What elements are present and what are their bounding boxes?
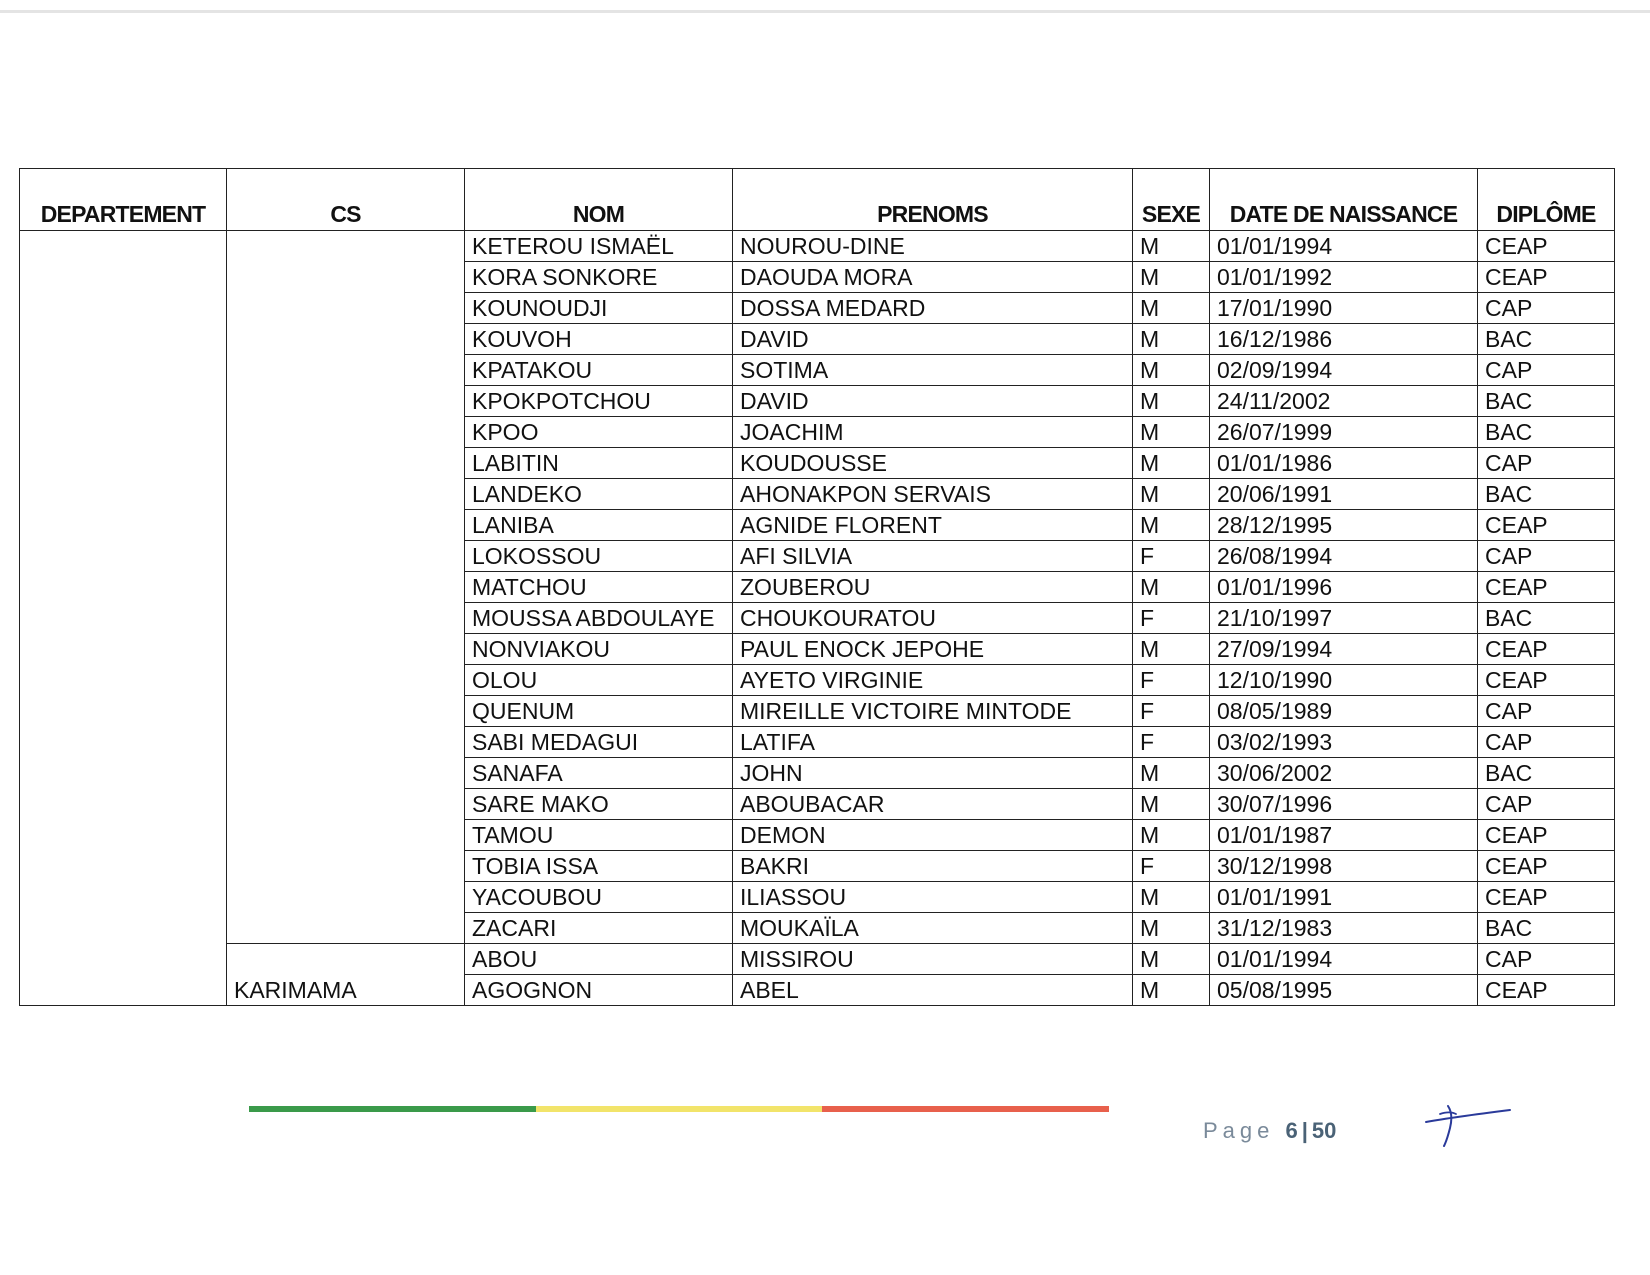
nom-cell: KPOKPOTCHOU	[465, 386, 733, 417]
sexe-cell: M	[1133, 572, 1210, 603]
date-naissance-cell: 01/01/1992	[1210, 262, 1478, 293]
top-scan-rule	[0, 10, 1650, 13]
diplome-cell: CEAP	[1478, 510, 1615, 541]
date-naissance-cell: 16/12/1986	[1210, 324, 1478, 355]
nom-cell: LANIBA	[465, 510, 733, 541]
sexe-cell: F	[1133, 696, 1210, 727]
diplome-cell: CAP	[1478, 541, 1615, 572]
sexe-cell: F	[1133, 851, 1210, 882]
flag-yellow-segment	[536, 1106, 823, 1112]
date-naissance-cell: 24/11/2002	[1210, 386, 1478, 417]
col-header-sexe: SEXE	[1133, 169, 1210, 231]
prenoms-cell: DAVID	[733, 324, 1133, 355]
nom-cell: SABI MEDAGUI	[465, 727, 733, 758]
prenoms-cell: NOUROU-DINE	[733, 231, 1133, 262]
nom-cell: KOUNOUDJI	[465, 293, 733, 324]
departement-cell	[20, 231, 227, 1006]
date-naissance-cell: 28/12/1995	[1210, 510, 1478, 541]
nom-cell: LABITIN	[465, 448, 733, 479]
diplome-cell: CEAP	[1478, 975, 1615, 1006]
diplome-cell: CEAP	[1478, 262, 1615, 293]
date-naissance-cell: 01/01/1986	[1210, 448, 1478, 479]
date-naissance-cell: 03/02/1993	[1210, 727, 1478, 758]
sexe-cell: M	[1133, 758, 1210, 789]
prenoms-cell: ABOUBACAR	[733, 789, 1133, 820]
nom-cell: MATCHOU	[465, 572, 733, 603]
page-separator: |	[1301, 1118, 1308, 1143]
prenoms-cell: AHONAKPON SERVAIS	[733, 479, 1133, 510]
sexe-cell: F	[1133, 665, 1210, 696]
nom-cell: TOBIA ISSA	[465, 851, 733, 882]
nom-cell: YACOUBOU	[465, 882, 733, 913]
nom-cell: KOUVOH	[465, 324, 733, 355]
sexe-cell: M	[1133, 820, 1210, 851]
date-naissance-cell: 12/10/1990	[1210, 665, 1478, 696]
sexe-cell: F	[1133, 541, 1210, 572]
diplome-cell: CAP	[1478, 944, 1615, 975]
nom-cell: SANAFA	[465, 758, 733, 789]
nom-cell: LOKOSSOU	[465, 541, 733, 572]
date-naissance-cell: 01/01/1994	[1210, 944, 1478, 975]
diplome-cell: BAC	[1478, 913, 1615, 944]
diplome-cell: CEAP	[1478, 851, 1615, 882]
prenoms-cell: DAOUDA MORA	[733, 262, 1133, 293]
diplome-cell: CAP	[1478, 696, 1615, 727]
prenoms-cell: SOTIMA	[733, 355, 1133, 386]
nom-cell: QUENUM	[465, 696, 733, 727]
flag-green-segment	[249, 1106, 536, 1112]
sexe-cell: M	[1133, 479, 1210, 510]
page-footer	[1203, 1118, 1336, 1144]
prenoms-cell: AYETO VIRGINIE	[733, 665, 1133, 696]
prenoms-cell: JOHN	[733, 758, 1133, 789]
date-naissance-cell: 30/12/1998	[1210, 851, 1478, 882]
nom-cell: TAMOU	[465, 820, 733, 851]
sexe-cell: M	[1133, 789, 1210, 820]
sexe-cell: M	[1133, 231, 1210, 262]
prenoms-cell: MISSIROU	[733, 944, 1133, 975]
prenoms-cell: AFI SILVIA	[733, 541, 1133, 572]
diplome-cell: CEAP	[1478, 882, 1615, 913]
date-naissance-cell: 26/07/1999	[1210, 417, 1478, 448]
diplome-cell: BAC	[1478, 479, 1615, 510]
prenoms-cell: ZOUBEROU	[733, 572, 1133, 603]
header-row	[20, 169, 1615, 231]
sexe-cell: M	[1133, 944, 1210, 975]
nom-cell: ZACARI	[465, 913, 733, 944]
sexe-cell: F	[1133, 727, 1210, 758]
prenoms-cell: MIREILLE VICTOIRE MINTODE	[733, 696, 1133, 727]
diplome-cell: CAP	[1478, 355, 1615, 386]
roster-table	[19, 168, 1615, 1006]
roster-body	[20, 231, 1615, 1006]
diplome-cell: CEAP	[1478, 820, 1615, 851]
date-naissance-cell: 02/09/1994	[1210, 355, 1478, 386]
prenoms-cell: KOUDOUSSE	[733, 448, 1133, 479]
date-naissance-cell: 30/06/2002	[1210, 758, 1478, 789]
date-naissance-cell: 08/05/1989	[1210, 696, 1478, 727]
diplome-cell: CAP	[1478, 789, 1615, 820]
prenoms-cell: DAVID	[733, 386, 1133, 417]
sexe-cell: M	[1133, 882, 1210, 913]
col-header-diplome: DIPLÔME	[1478, 169, 1615, 231]
diplome-cell: CEAP	[1478, 634, 1615, 665]
prenoms-cell: ILIASSOU	[733, 882, 1133, 913]
date-naissance-cell: 20/06/1991	[1210, 479, 1478, 510]
sexe-cell: M	[1133, 324, 1210, 355]
diplome-cell: CEAP	[1478, 572, 1615, 603]
diplome-cell: CEAP	[1478, 665, 1615, 696]
sexe-cell: M	[1133, 448, 1210, 479]
diplome-cell: BAC	[1478, 386, 1615, 417]
nom-cell: MOUSSA ABDOULAYE	[465, 603, 733, 634]
sexe-cell: M	[1133, 913, 1210, 944]
cs-cell	[227, 231, 465, 944]
col-header-prenoms: PRENOMS	[733, 169, 1133, 231]
table-row	[20, 944, 1615, 975]
prenoms-cell: JOACHIM	[733, 417, 1133, 448]
date-naissance-cell: 01/01/1987	[1210, 820, 1478, 851]
prenoms-cell: AGNIDE FLORENT	[733, 510, 1133, 541]
prenoms-cell: PAUL ENOCK JEPOHE	[733, 634, 1133, 665]
date-naissance-cell: 05/08/1995	[1210, 975, 1478, 1006]
table-row	[20, 231, 1615, 262]
date-naissance-cell: 01/01/1991	[1210, 882, 1478, 913]
sexe-cell: M	[1133, 355, 1210, 386]
page-total: 50	[1311, 1118, 1337, 1143]
date-naissance-cell: 17/01/1990	[1210, 293, 1478, 324]
cs-cell-karimama: KARIMAMA	[227, 944, 465, 1006]
sexe-cell: M	[1133, 417, 1210, 448]
date-naissance-cell: 01/01/1994	[1210, 231, 1478, 262]
prenoms-cell: MOUKAÏLA	[733, 913, 1133, 944]
diplome-cell: BAC	[1478, 758, 1615, 789]
nom-cell: KPOO	[465, 417, 733, 448]
diplome-cell: CEAP	[1478, 231, 1615, 262]
nom-cell: NONVIAKOU	[465, 634, 733, 665]
prenoms-cell: DOSSA MEDARD	[733, 293, 1133, 324]
sexe-cell: M	[1133, 510, 1210, 541]
nom-cell: KORA SONKORE	[465, 262, 733, 293]
col-header-cs: CS	[227, 169, 465, 231]
diplome-cell: BAC	[1478, 324, 1615, 355]
handwritten-signature	[1418, 1100, 1518, 1150]
nom-cell: ABOU	[465, 944, 733, 975]
prenoms-cell: CHOUKOURATOU	[733, 603, 1133, 634]
sexe-cell: M	[1133, 262, 1210, 293]
nom-cell: SARE MAKO	[465, 789, 733, 820]
date-naissance-cell: 30/07/1996	[1210, 789, 1478, 820]
col-header-departement: DEPARTEMENT	[20, 169, 227, 231]
nom-cell: KPATAKOU	[465, 355, 733, 386]
date-naissance-cell: 27/09/1994	[1210, 634, 1478, 665]
prenoms-cell: ABEL	[733, 975, 1133, 1006]
nom-cell: LANDEKO	[465, 479, 733, 510]
date-naissance-cell: 26/08/1994	[1210, 541, 1478, 572]
diplome-cell: BAC	[1478, 417, 1615, 448]
sexe-cell: M	[1133, 634, 1210, 665]
col-header-date-naissance: DATE DE NAISSANCE	[1210, 169, 1478, 231]
sexe-cell: M	[1133, 386, 1210, 417]
date-naissance-cell: 01/01/1996	[1210, 572, 1478, 603]
diplome-cell: CAP	[1478, 448, 1615, 479]
page-word: Page	[1203, 1118, 1275, 1143]
diplome-cell: CAP	[1478, 293, 1615, 324]
flag-red-segment	[822, 1106, 1109, 1112]
nom-cell: AGOGNON	[465, 975, 733, 1006]
flag-color-bar	[249, 1106, 1109, 1112]
prenoms-cell: DEMON	[733, 820, 1133, 851]
prenoms-cell: LATIFA	[733, 727, 1133, 758]
sexe-cell: M	[1133, 975, 1210, 1006]
col-header-nom: NOM	[465, 169, 733, 231]
page-number: 6	[1285, 1118, 1298, 1143]
nom-cell: KETEROU ISMAËL	[465, 231, 733, 262]
sexe-cell: M	[1133, 293, 1210, 324]
diplome-cell: BAC	[1478, 603, 1615, 634]
diplome-cell: CAP	[1478, 727, 1615, 758]
nom-cell: OLOU	[465, 665, 733, 696]
date-naissance-cell: 21/10/1997	[1210, 603, 1478, 634]
date-naissance-cell: 31/12/1983	[1210, 913, 1478, 944]
prenoms-cell: BAKRI	[733, 851, 1133, 882]
sexe-cell: F	[1133, 603, 1210, 634]
